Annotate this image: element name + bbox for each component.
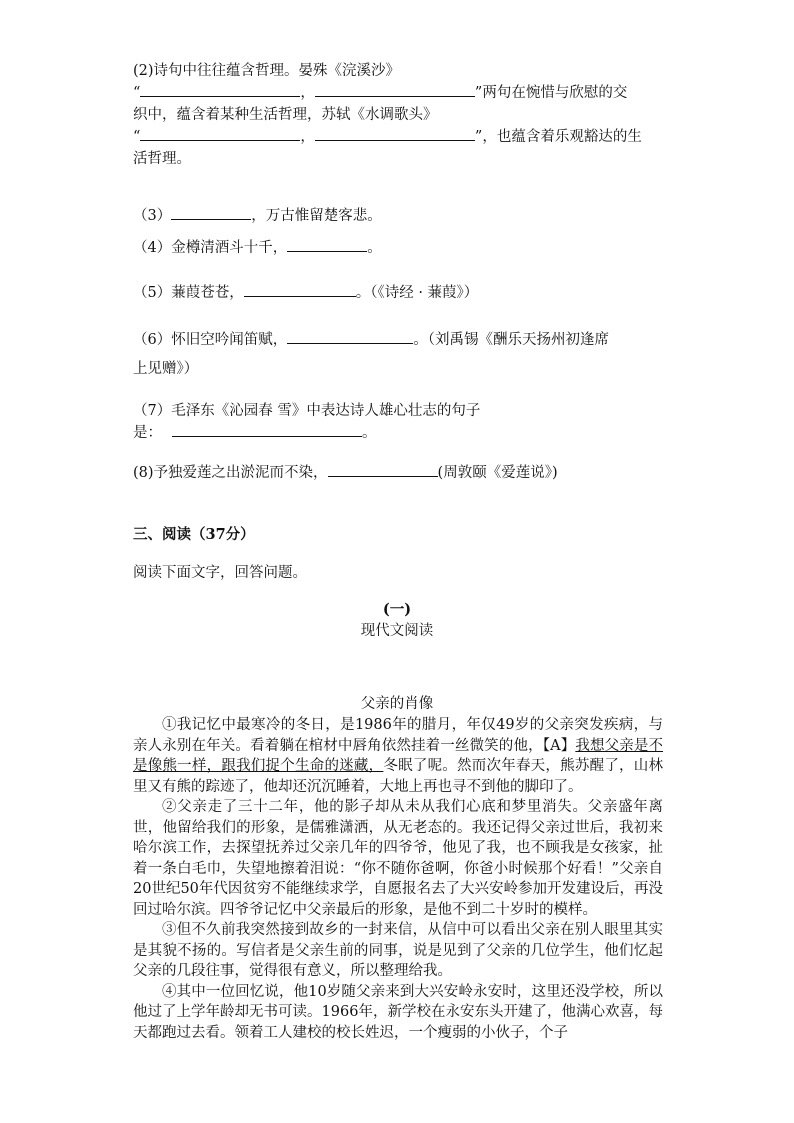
q6-tail: 。（刘禹锡《酬乐天扬州初逢席 [413,332,609,348]
q8-text: (8)予独爱莲之出淤泥而不染， [133,465,328,481]
q7-line2 [133,422,377,444]
article-body [133,715,663,1043]
q2-blank-4[interactable] [315,126,475,141]
q5-text: 蒹葭苍苍， [171,285,244,301]
q6-line1 [133,329,609,351]
part-number: (一) [382,601,412,618]
q4-number: （4） [133,240,172,256]
q5-tail: 。（《诗经 · 蒹葭》） [355,285,479,301]
section-instruction: 阅读下面文字，回答问题。 [133,565,307,581]
q2-comma-1: ， [300,85,315,101]
q8-tail: (周敦颐《爱莲说》) [437,465,558,481]
q7-tail: 。 [362,425,377,441]
article-title: 父亲的肖像 [360,696,434,712]
paragraph-1 [133,715,663,797]
q7-blank[interactable] [172,422,362,437]
q2-line4-tail: ”，也蕴含着乐观豁达的生 [474,129,642,145]
q7-prefix: 是： [133,425,162,441]
q7-line1: （7）毛泽东《沁园春 雪》中表达诗人雄心壮志的句子 [133,403,481,419]
q2-line3: 织中，蕴含着某种生活哲理，苏轼《水调歌头》 [133,107,438,123]
q2-line5: 活哲理。 [133,151,191,167]
paragraph-1-text-b: 冬眠了呢。然而次年春天，熊苏醒了，山林里又有熊的踪迹了，他却还沉沉睡着，大地上再也寻不到他的脚印了。 [133,758,664,795]
q8-line [133,462,558,484]
q2-blank-2[interactable] [315,82,475,97]
q6-text: 怀旧空吟闻笛赋， [171,332,288,348]
q6-number: （6） [133,332,172,348]
underlined-sentence-a: 我想父亲是不是像熊一样，跟我们捉个生命的迷藏， [133,737,664,774]
q4-blank[interactable] [287,237,367,252]
q8-blank[interactable] [328,462,438,477]
paragraph-1-text-a: ①我记忆中最寒冷的冬日，是1986年的腊月，年仅49岁的父亲突发疾病，与亲人永别在年关。看着躺在棺材中唇角依然挂着一丝微笑的他， [133,717,663,754]
q2-line4 [133,126,642,148]
q5-blank[interactable] [244,282,356,297]
paragraph-2: ②父亲走了三十二年，他的影子却从未从我们心底和梦里消失。父亲盛年离世，他留给我们的形象，是儒雅潇洒，从无老态的。我还记得父亲过世后，我初来哈尔滨工作，去探望抚养过父亲几年的四爷爷，他见了我，也不顾我是女孩家，扯着一条白毛巾，失望地擦着泪说：“你不随你爸啊，你爸小时候那个好看！”父亲自20世纪50年代因贫穷不能继续求学，自愿报名去了大兴安岭参加开发建设后，再没回过哈尔滨。四爷爷记忆中父亲最后的形象，是他不到二十岁时的模样。 [133,799,663,918]
q2-line2 [133,82,627,104]
mark-a: 【A】 [542,737,576,754]
q2-blank-1[interactable] [140,82,300,97]
q2-quote-open: “ [133,85,141,101]
q4-line [133,237,382,259]
section-title: 三、阅读（37分） [133,526,255,543]
paragraph-4: ④其中一位回忆说，他10岁随父亲来到大兴安岭永安时，这里还没学校，所以他过了上学年龄却无书可读。1966年，新学校在永安东头开建了，他满心欢喜，每天都跑过去看。领着工人建校的校长姓迟，一个瘦弱的小伙子，个子 [133,983,663,1041]
q3-blank[interactable] [171,205,251,220]
q2-blank-3[interactable] [140,126,300,141]
q4-text: 金樽清酒斗十千， [171,240,288,256]
paragraph-3: ③但不久前我突然接到故乡的一封来信，从信中可以看出父亲在别人眼里其实是其貌不扬的。写信者是父亲生前的同事，说是见到了父亲的几位学生，他们忆起父亲的几段往事，觉得很有意义，所以整理给我。 [133,922,663,979]
q3-line [133,205,382,227]
q5-number: （5） [133,285,172,301]
q2-line1: (2)诗句中往往蕴含哲理。晏殊《浣溪沙》 [133,63,401,79]
q3-tail: ，万古惟留楚客悲。 [251,208,382,224]
q5-line [133,282,478,304]
part-name: 现代文阅读 [360,623,434,639]
q2-line2-tail: ”两句在惋惜与欣慰的交 [474,85,628,101]
q2-comma-2: ， [300,129,315,145]
q6-blank[interactable] [287,329,413,344]
q2-quote-open-2: “ [133,129,141,145]
q3-number: （3） [133,208,172,224]
q6-line2: 上见赠》） [133,361,199,377]
q4-tail: 。 [367,240,382,256]
